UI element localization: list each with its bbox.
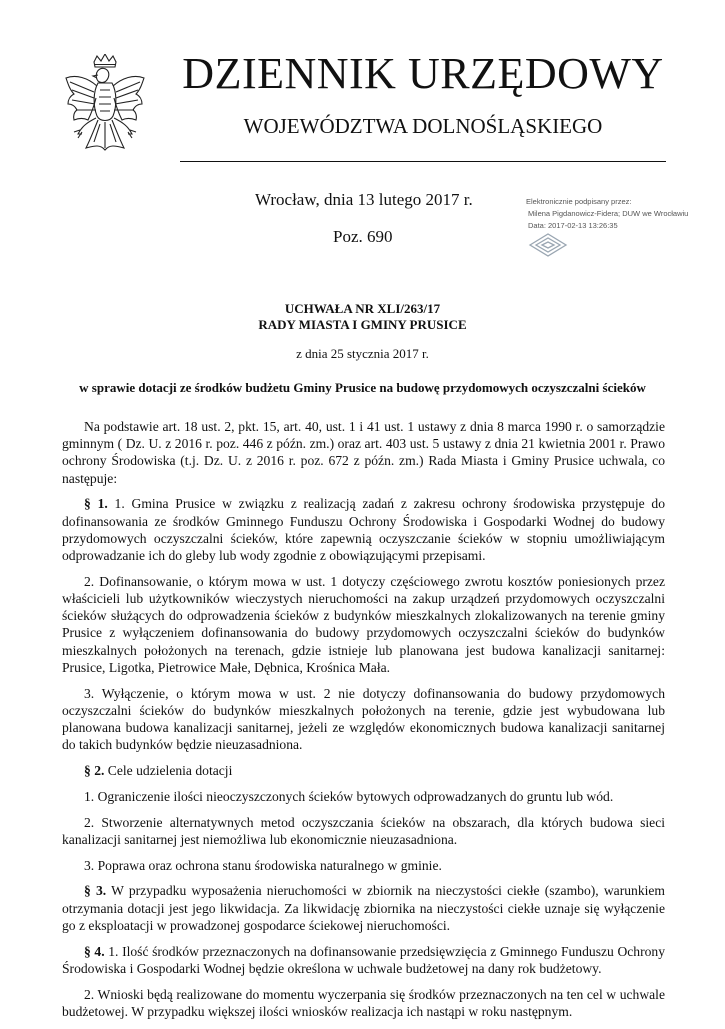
- resolution-body: [62, 418, 665, 1029]
- section-1-paragraph-1: [62, 495, 665, 564]
- section-1-text: 1. Gmina Prusice w związku z realizacją zadań z zakresu ochrony środowiska przystępuje do dofinansowania ze środków Gminnego Funduszu Ochrony Środowiska i Gospodarki Wodnej do budowy przydomowych oczyszczalni ścieków, które zapewnią oczyszczanie ścieków w stopniu umożliwiającym odprowadzanie ich do gleby lub wody zgodnie z obowiązującymi przepisami.: [62, 496, 666, 564]
- masthead: [178, 48, 668, 140]
- journal-subtitle: WOJEWÓDZTWA DOLNOŚLĄSKIEGO: [243, 114, 603, 138]
- resolution-council: RADY MIASTA I GMINY PRUSICE: [258, 317, 467, 332]
- section-2-mark: § 2.: [84, 763, 105, 779]
- legal-basis-paragraph: Na podstawie art. 18 ust. 2, pkt. 15, art. 40, ust. 1 i 41 ust. 1 ustawy z dnia 8 marca 1990 r. o samorządzie gminnym ( Dz. U. z 2016 r. poz. 446 z późn. zm.) oraz art. 403 ust. 5 ustawy z dnia 21 kwietnia 2001 r. Prawo ochrony Środowiska (t.j. Dz. U. z 2016 r. poz. 672 z późn. zm.) Rada Miasta i Gminy Prusice uchwala, co następuje:: [62, 419, 665, 486]
- section-2-paragraph-2: 2. Stworzenie alternatywnych metod oczyszczania ścieków na obszarach, dla których budowa sieci kanalizacji sanitarnej jest niemożliwa lub ekonomicznie nieuzasadniona.: [62, 814, 665, 847]
- section-1-paragraph-2: 2. Dofinansowanie, o którym mowa w ust. 1 dotyczy częściowego zwrotu kosztów poniesionych przez właścicieli lub użytkowników wieczystych nieruchomości na zakup urządzeń przydomowych oczyszczalni ścieków służących do odprowadzenia ścieków z budynków mieszkalnych zlokalizowanych na terenie gminy Prusice z wyłączeniem dofinansowania do budowy przydomowych oczyszczalni ścieków do budynków mieszkalnych położonych na terenach, gdzie istnieje lub planowana jest budowa kanalizacji sanitarnej: Prusice, Ligotka, Pietrowice Małe, Dębnica, Krośnica Mała.: [62, 573, 665, 675]
- electronic-signature: [526, 196, 688, 232]
- resolution-subject: w sprawie dotacji ze środków budżetu Gminy Prusice na budowę przydomowych oczyszczalni ścieków: [79, 380, 646, 395]
- section-2-heading: [62, 762, 665, 779]
- section-1-mark: § 1.: [84, 496, 108, 512]
- section-4-mark: § 4.: [84, 943, 105, 959]
- section-3-mark: § 3.: [84, 883, 107, 899]
- polish-eagle-icon: [60, 54, 150, 168]
- section-3-text: W przypadku wyposażenia nieruchomości w zbiornik na nieczystości ciekłe (szambo), warunkiem otrzymania dotacji jest jego likwidacja. Za likwidację zbiornika na nieczystości ciekłe uznaje się wyłączenie go z eksploatacji w prowadzonej gospodarce ściekowej nieruchomości.: [62, 883, 666, 933]
- signature-date: Data: 2017-02-13 13:26:35: [528, 221, 618, 230]
- signature-label: Elektronicznie podpisany przez:: [526, 197, 632, 206]
- publication-date: Wrocław, dnia 13 lutego 2017 r.: [255, 190, 473, 209]
- header-divider: [180, 161, 666, 162]
- section-2-paragraph-3: 3. Poprawa oraz ochrona stanu środowiska naturalnego w gminie.: [84, 857, 442, 873]
- section-4-paragraph-2: 2. Wnioski będą realizowane do momentu wyczerpania się środków przeznaczonych na ten cel w uchwale budżetowej. W przypadku większej ilości wniosków realizacja ich nastąpi w roku następnym.: [62, 986, 665, 1019]
- section-4-paragraph-1: [62, 943, 665, 977]
- section-2-paragraph-1: 1. Ograniczenie ilości nieoczyszczonych ścieków bytowych odprowadzanych do gruntu lub wód.: [84, 788, 614, 804]
- section-4-text: 1. Ilość środków przeznaczonych na dofinansowanie przedsięwzięcia z Gminnego Funduszu Ochrony Środowiska i Gospodarki Wodnej będzie określona w uchwale budżetowej na dany rok budżetowy.: [62, 943, 666, 976]
- signature-signer: Milena Pigdanowicz-Fidera; DUW we Wrocławiu: [528, 209, 689, 218]
- section-2-title: Cele udzielenia dotacji: [104, 763, 233, 779]
- journal-title: DZIENNIK URZĘDOWY: [182, 49, 664, 98]
- signature-check-icon: [528, 232, 568, 258]
- resolution-number: UCHWAŁA NR XLI/263/17: [284, 301, 441, 316]
- section-3-paragraph: [62, 882, 665, 934]
- section-1-paragraph-3: 3. Wyłączenie, o którym mowa w ust. 2 nie dotyczy dofinansowania do budowy przydomowych oczyszczalni ścieków do budynków mieszkalnych położonych na terenie, gdzie jest wybudowana lub planowana budowa kanalizacji sanitarnej, jeżeli ze względów ekonomicznych budowa kanalizacji sanitarnej do takich budynków będzie nieuzasadniona.: [62, 685, 665, 753]
- resolution-date: z dnia 25 stycznia 2017 r.: [296, 346, 429, 361]
- position-number: Poz. 690: [333, 227, 393, 246]
